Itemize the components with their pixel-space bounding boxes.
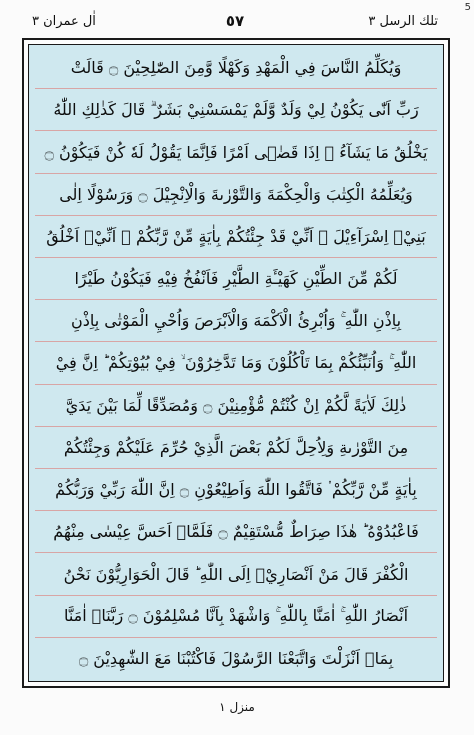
verse-line: اللّٰهِ ۚ وَاُنَبِّئُكُمْ بِمَا تَاْكُلُوْنَ وَمَا تَدَّخِرُوْنَ ۙ فِيْ بُيُوْتِكُمْ ؕ اِنَّ فِيْ [35,342,437,384]
verse-lines [35,47,437,679]
verse-line: الْكُفْرَ قَالَ مَنْ اَنْصَارِيْۤ اِلَى اللّٰهِ ؕ قَالَ الْحَوَارِيُّوْنَ نَحْنُ [35,553,437,595]
page-number: ٥٧ [225,12,245,30]
text-panel [28,44,444,682]
verse-line: بِمَاۤ اَنْزَلْتَ وَاتَّبَعْنَا الرَّسُوْلَ فَاكْتُبْنَا مَعَ الشّٰهِدِيْنَ ۝ [78,648,394,668]
verse-line: بِاِذْنِ اللّٰهِ ۚ وَاُبْرِئُ الْاَكْمَهَ وَالْاَبْرَصَ وَاُحْيِ الْمَوْتٰى بِاِذْنِ [35,300,437,342]
verse-line: وَيُعَلِّمُهُ الْكِتٰبَ وَالْحِكْمَةَ وَالتَّوْرٰىةَ وَالْاِنْجِيْلَ ۝ وَرَسُوْلًا اِلٰى [35,174,437,216]
verse-line: رَبِّ اَنّٰى يَكُوْنُ لِيْ وَلَدٌ وَّلَمْ يَمْسَسْنِيْ بَشَرٌ ۗ قَالَ كَذٰلِكِ اللّٰهُ [35,89,437,131]
verse-line: مِنَ التَّوْرٰىةِ وَلِاُحِلَّ لَكُمْ بَعْضَ الَّذِيْ حُرِّمَ عَلَيْكُمْ وَجِئْتُكُمْ [35,427,437,469]
page-frame [22,38,450,688]
surah-name: اٰل عمران ٣ [32,14,96,29]
verse-line: لَكُمْ مِّنَ الطِّيْنِ كَهَيْـَٔةِ الطَّيْرِ فَاَنْفُخُ فِيْهِ فَيَكُوْنُ طَيْرًا [35,258,437,300]
manzil-footer: منزل ١ [219,700,255,714]
verse-line: فَاعْبُدُوْهُ ؕ هٰذَا صِرَاطٌ مُّسْتَقِيْمٌ ۝ فَلَمَّاۤ اَحَسَّ عِيْسٰى مِنْهُمُ [35,511,437,553]
verse-line: ذٰلِكَ لَاٰيَةً لَّكُمْ اِنْ كُنْتُمْ مُّؤْمِنِيْنَ ۝ وَمُصَدِّقًا لِّمَا بَيْنَ يَدَيَّ [35,385,437,427]
juz-name: تلك الرسل ٣ [368,14,438,29]
verse-line: وَيُكَلِّمُ النَّاسَ فِي الْمَهْدِ وَكَهْلًا وَّمِنَ الصّٰلِحِيْنَ ۝ قَالَتْ [35,47,437,89]
verse-line: بَنِيْۤ اِسْرَآءِيْلَ ۙ اَنِّيْ قَدْ جِئْتُكُمْ بِاٰيَةٍ مِّنْ رَّبِّكُمْ ۙ اَنِّيْۤ اَخْلُقُ [35,216,437,258]
verse-line: اَنْصَارُ اللّٰهِ ۚ اٰمَنَّا بِاللّٰهِ ۚ وَاشْهَدْ بِاَنَّا مُسْلِمُوْنَ ۝ رَبَّنَاۤ اٰمَنَّا [35,596,437,638]
page-header [26,10,444,36]
verse-line: يَخْلُقُ مَا يَشَآءُ ۗ اِذَا قَضٰۤى اَمْرًا فَاِنَّمَا يَقُوْلُ لَهٗ كُنْ فَيَكُوْنُ ۝ [35,131,437,173]
page-corner-number: 5 [464,2,471,13]
verse-line: بِاٰيَةٍ مِّنْ رَّبِّكُمْ ۟ فَاتَّقُوا اللّٰهَ وَاَطِيْعُوْنِ ۝ اِنَّ اللّٰهَ رَبِّيْ وَرَبُّكُمْ [35,469,437,511]
